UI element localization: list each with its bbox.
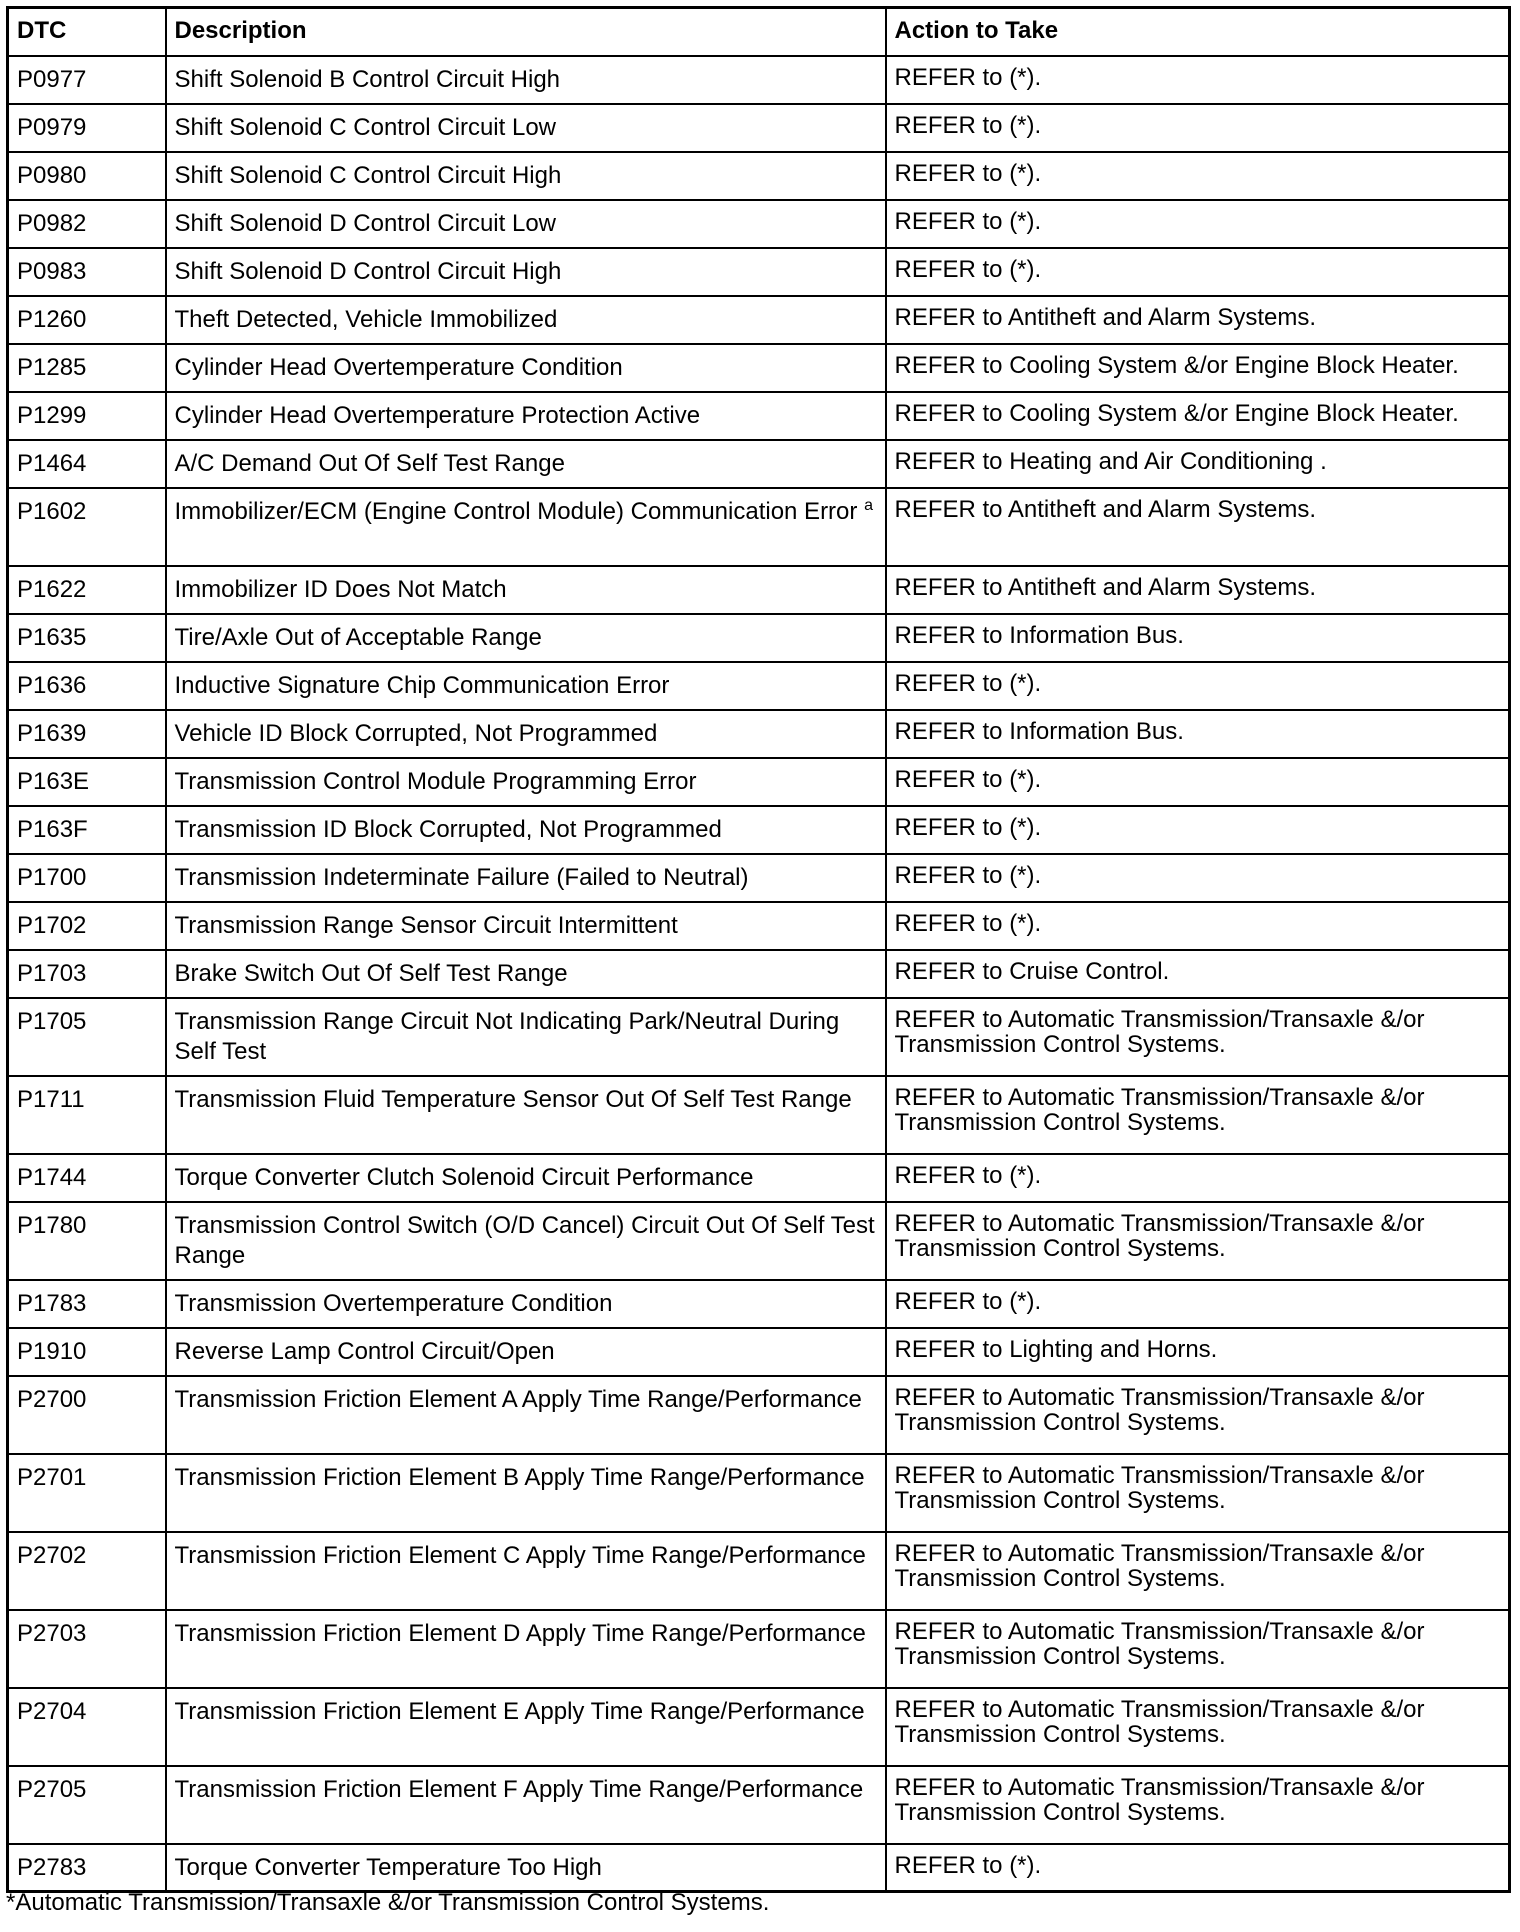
dtc-description: Torque Converter Clutch Solenoid Circuit Performance	[174, 1163, 754, 1191]
table-row	[8, 1844, 1510, 1892]
dtc-description-cell	[166, 1532, 886, 1610]
table-row	[8, 440, 1510, 488]
dtc-description-cell	[166, 488, 886, 566]
dtc-action: REFER to (*).	[886, 152, 1510, 200]
dtc-description-cell	[166, 1454, 886, 1532]
dtc-description: Transmission Indeterminate Failure (Failed to Neutral)	[174, 863, 749, 891]
dtc-description: Transmission Friction Element F Apply Time Range/Performance	[174, 1775, 864, 1803]
dtc-description-cell	[166, 1844, 886, 1892]
table-row	[8, 200, 1510, 248]
dtc-description: Shift Solenoid D Control Circuit High	[174, 257, 562, 285]
table-row	[8, 296, 1510, 344]
dtc-code: P1783	[8, 1280, 166, 1328]
table-row	[8, 488, 1510, 566]
dtc-code: P163F	[8, 806, 166, 854]
dtc-action: REFER to Cooling System &/or Engine Block Heater.	[886, 392, 1510, 440]
dtc-description: Transmission Overtemperature Condition	[174, 1289, 613, 1317]
dtc-description-cell	[166, 200, 886, 248]
dtc-description: Transmission Friction Element B Apply Time Range/Performance	[174, 1463, 865, 1491]
dtc-description-cell	[166, 902, 886, 950]
dtc-description-cell	[166, 1376, 886, 1454]
dtc-code: P0977	[8, 56, 166, 104]
table-row	[8, 248, 1510, 296]
table-row	[8, 1688, 1510, 1766]
dtc-action: REFER to Cooling System &/or Engine Block Heater.	[886, 344, 1510, 392]
dtc-code: P2704	[8, 1688, 166, 1766]
dtc-description: A/C Demand Out Of Self Test Range	[174, 449, 565, 477]
dtc-description-cell	[166, 614, 886, 662]
dtc-description-cell	[166, 566, 886, 614]
dtc-description-cell	[166, 248, 886, 296]
dtc-code: P1780	[8, 1202, 166, 1280]
table-header-row	[8, 8, 1510, 56]
dtc-action: REFER to (*).	[886, 56, 1510, 104]
dtc-code: P1703	[8, 950, 166, 998]
dtc-description-cell	[166, 998, 886, 1076]
dtc-code: P0982	[8, 200, 166, 248]
dtc-code: P1636	[8, 662, 166, 710]
dtc-description: Brake Switch Out Of Self Test Range	[174, 959, 568, 987]
table-row	[8, 1376, 1510, 1454]
dtc-description: Torque Converter Temperature Too High	[174, 1853, 602, 1881]
dtc-description-cell	[166, 662, 886, 710]
dtc-code: P1705	[8, 998, 166, 1076]
dtc-description-cell	[166, 806, 886, 854]
dtc-action: REFER to Automatic Transmission/Transaxle &/or Transmission Control Systems.	[886, 1688, 1510, 1766]
dtc-description-cell	[166, 758, 886, 806]
dtc-description-cell	[166, 1688, 886, 1766]
dtc-description: Shift Solenoid C Control Circuit Low	[174, 113, 557, 141]
dtc-description: Transmission Control Module Programming Error	[174, 767, 697, 795]
dtc-action: REFER to Automatic Transmission/Transaxle &/or Transmission Control Systems.	[886, 1454, 1510, 1532]
dtc-description: Immobilizer/ECM (Engine Control Module) Communication Error	[174, 497, 858, 525]
table-row	[8, 758, 1510, 806]
dtc-action: REFER to (*).	[886, 902, 1510, 950]
table-row	[8, 710, 1510, 758]
dtc-description: Transmission Fluid Temperature Sensor Out Of Self Test Range	[174, 1085, 852, 1113]
dtc-action: REFER to (*).	[886, 806, 1510, 854]
footnote-marker: a	[864, 496, 873, 514]
dtc-description-cell	[166, 1076, 886, 1154]
dtc-action: REFER to Automatic Transmission/Transaxle &/or Transmission Control Systems.	[886, 998, 1510, 1076]
dtc-code: P1702	[8, 902, 166, 950]
dtc-description: Transmission ID Block Corrupted, Not Programmed	[174, 815, 722, 843]
table-row	[8, 1280, 1510, 1328]
dtc-description: Shift Solenoid C Control Circuit High	[174, 161, 562, 189]
table-row	[8, 1454, 1510, 1532]
dtc-description-cell	[166, 1154, 886, 1202]
dtc-action: REFER to (*).	[886, 1280, 1510, 1328]
dtc-description-cell	[166, 854, 886, 902]
table-row	[8, 662, 1510, 710]
dtc-description: Cylinder Head Overtemperature Condition	[174, 353, 623, 381]
dtc-description-cell	[166, 296, 886, 344]
dtc-code: P1910	[8, 1328, 166, 1376]
dtc-description: Immobilizer ID Does Not Match	[174, 575, 507, 603]
dtc-action: REFER to Information Bus.	[886, 614, 1510, 662]
dtc-action: REFER to Automatic Transmission/Transaxle &/or Transmission Control Systems.	[886, 1076, 1510, 1154]
dtc-code: P2701	[8, 1454, 166, 1532]
table-row	[8, 344, 1510, 392]
dtc-description-cell	[166, 710, 886, 758]
dtc-description-cell	[166, 1328, 886, 1376]
table-row	[8, 806, 1510, 854]
header-description: Description	[166, 8, 886, 56]
dtc-code: P1285	[8, 344, 166, 392]
dtc-code: P163E	[8, 758, 166, 806]
dtc-code: P1639	[8, 710, 166, 758]
header-dtc: DTC	[8, 8, 166, 56]
dtc-action: REFER to (*).	[886, 758, 1510, 806]
table-row	[8, 1154, 1510, 1202]
dtc-code: P2783	[8, 1844, 166, 1892]
dtc-description-cell	[166, 152, 886, 200]
dtc-description-cell	[166, 392, 886, 440]
table-row	[8, 1766, 1510, 1844]
dtc-code: P1299	[8, 392, 166, 440]
dtc-description: Transmission Friction Element C Apply Time Range/Performance	[174, 1541, 866, 1569]
table-row	[8, 152, 1510, 200]
dtc-action: REFER to Automatic Transmission/Transaxle &/or Transmission Control Systems.	[886, 1376, 1510, 1454]
dtc-action: REFER to (*).	[886, 854, 1510, 902]
dtc-action: REFER to Automatic Transmission/Transaxle &/or Transmission Control Systems.	[886, 1532, 1510, 1610]
dtc-description: Tire/Axle Out of Acceptable Range	[174, 623, 542, 651]
dtc-action: REFER to (*).	[886, 1154, 1510, 1202]
table-row	[8, 998, 1510, 1076]
dtc-action: REFER to (*).	[886, 662, 1510, 710]
table-row	[8, 1610, 1510, 1688]
table-row	[8, 1076, 1510, 1154]
dtc-code: P2702	[8, 1532, 166, 1610]
dtc-action: REFER to Cruise Control.	[886, 950, 1510, 998]
dtc-description: Transmission Friction Element D Apply Time Range/Performance	[174, 1619, 866, 1647]
dtc-description: Transmission Range Sensor Circuit Intermittent	[174, 911, 678, 939]
dtc-action: REFER to Automatic Transmission/Transaxle &/or Transmission Control Systems.	[886, 1202, 1510, 1280]
dtc-description-cell	[166, 344, 886, 392]
dtc-code: P2703	[8, 1610, 166, 1688]
dtc-description-cell	[166, 104, 886, 152]
dtc-code: P1602	[8, 488, 166, 566]
dtc-description-cell	[166, 440, 886, 488]
dtc-description: Transmission Friction Element E Apply Time Range/Performance	[174, 1697, 865, 1725]
table-row	[8, 950, 1510, 998]
dtc-description: Inductive Signature Chip Communication Error	[174, 671, 670, 699]
table-row	[8, 614, 1510, 662]
dtc-description: Theft Detected, Vehicle Immobilized	[174, 305, 558, 333]
dtc-code: P1744	[8, 1154, 166, 1202]
dtc-code: P0980	[8, 152, 166, 200]
table-row	[8, 902, 1510, 950]
table-row	[8, 1328, 1510, 1376]
table-row	[8, 56, 1510, 104]
dtc-code: P1464	[8, 440, 166, 488]
dtc-action: REFER to (*).	[886, 248, 1510, 296]
dtc-description: Shift Solenoid D Control Circuit Low	[174, 209, 557, 237]
dtc-action: REFER to (*).	[886, 1844, 1510, 1892]
dtc-code: P0983	[8, 248, 166, 296]
dtc-code: P0979	[8, 104, 166, 152]
dtc-description-cell	[166, 1202, 886, 1280]
dtc-description: Transmission Friction Element A Apply Time Range/Performance	[174, 1385, 862, 1413]
table-body	[8, 56, 1510, 1892]
table-row	[8, 1202, 1510, 1280]
dtc-description-cell	[166, 950, 886, 998]
dtc-code: P1260	[8, 296, 166, 344]
dtc-action: REFER to (*).	[886, 200, 1510, 248]
dtc-action: REFER to Information Bus.	[886, 710, 1510, 758]
dtc-description: Cylinder Head Overtemperature Protection Active	[174, 401, 701, 429]
dtc-description: Vehicle ID Block Corrupted, Not Programmed	[174, 719, 658, 747]
table-row	[8, 392, 1510, 440]
dtc-code: P1622	[8, 566, 166, 614]
table-row	[8, 1532, 1510, 1610]
dtc-action: REFER to Lighting and Horns.	[886, 1328, 1510, 1376]
header-action: Action to Take	[886, 8, 1510, 56]
dtc-action: REFER to Heating and Air Conditioning .	[886, 440, 1510, 488]
dtc-action: REFER to Automatic Transmission/Transaxle &/or Transmission Control Systems.	[886, 1610, 1510, 1688]
table-row	[8, 104, 1510, 152]
table-row	[8, 854, 1510, 902]
dtc-action: REFER to Antitheft and Alarm Systems.	[886, 566, 1510, 614]
table-row	[8, 566, 1510, 614]
dtc-action: REFER to (*).	[886, 104, 1510, 152]
dtc-code: P1635	[8, 614, 166, 662]
dtc-code: P1711	[8, 1076, 166, 1154]
dtc-description-cell	[166, 1610, 886, 1688]
dtc-table	[6, 6, 1511, 1893]
dtc-description-cell	[166, 1766, 886, 1844]
dtc-description: Transmission Range Circuit Not Indicating Park/Neutral During Self Test	[174, 1007, 840, 1065]
dtc-action: REFER to Antitheft and Alarm Systems.	[886, 488, 1510, 566]
dtc-description: Transmission Control Switch (O/D Cancel) Circuit Out Of Self Test Range	[174, 1211, 875, 1269]
dtc-action: REFER to Automatic Transmission/Transaxle &/or Transmission Control Systems.	[886, 1766, 1510, 1844]
dtc-description: Reverse Lamp Control Circuit/Open	[174, 1337, 555, 1365]
dtc-code: P2700	[8, 1376, 166, 1454]
dtc-description-cell	[166, 1280, 886, 1328]
dtc-code: P2705	[8, 1766, 166, 1844]
dtc-action: REFER to Antitheft and Alarm Systems.	[886, 296, 1510, 344]
dtc-description: Shift Solenoid B Control Circuit High	[174, 65, 561, 93]
dtc-code: P1700	[8, 854, 166, 902]
dtc-description-cell	[166, 56, 886, 104]
footnote: *Automatic Transmission/Transaxle &/or Transmission Control Systems.	[6, 1889, 770, 1916]
